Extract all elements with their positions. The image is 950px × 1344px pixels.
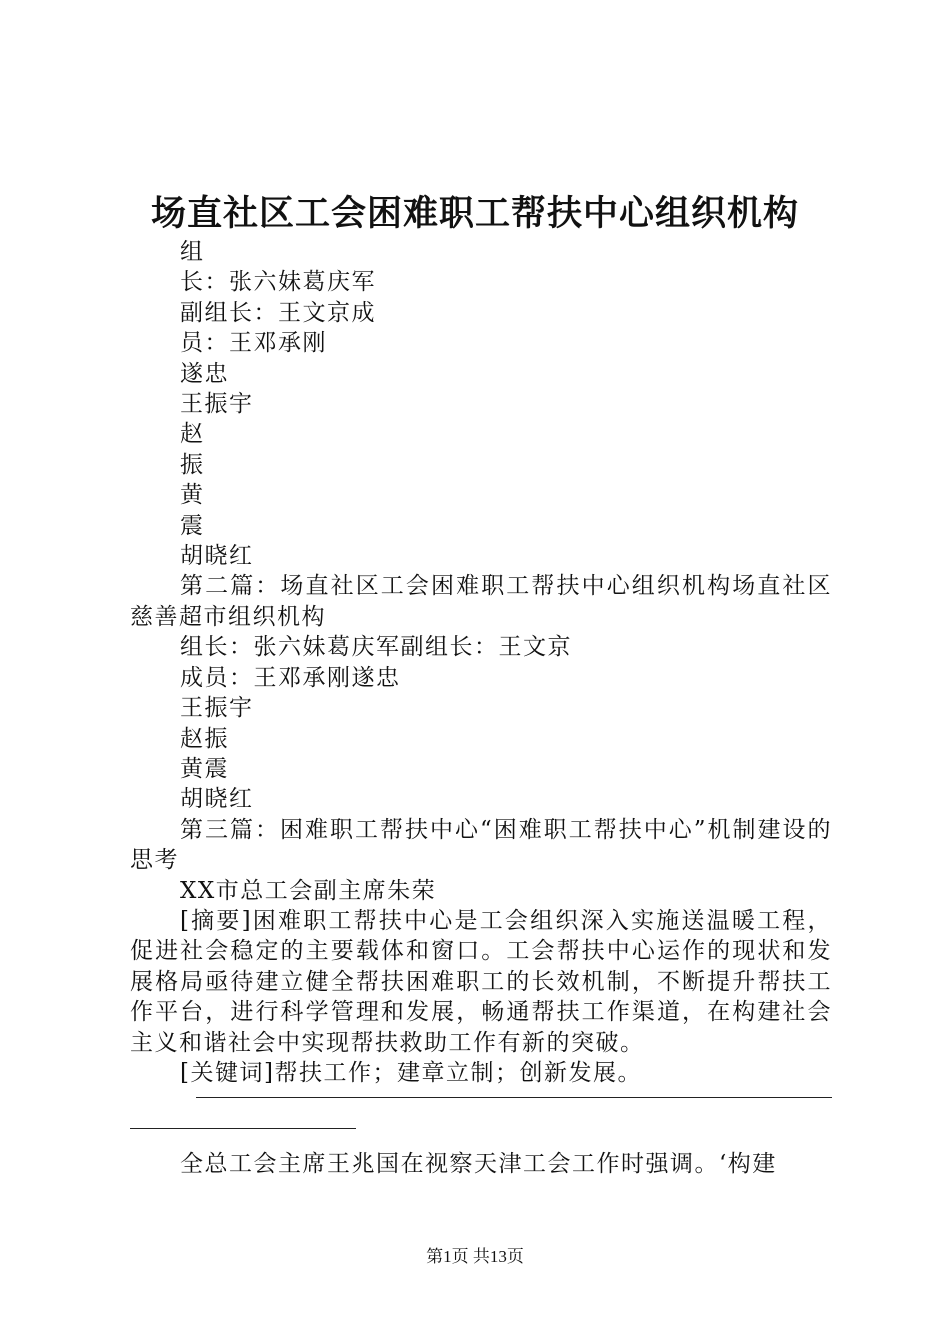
text-line: 员：王邓承刚 xyxy=(180,330,327,357)
separator-rule xyxy=(130,1088,832,1149)
document-title: 场直社区工会困难职工帮扶中心组织机构 xyxy=(150,193,799,234)
text-line: 王振宇 xyxy=(180,391,254,418)
text-line: 震 xyxy=(180,512,205,539)
text-line: 胡晓红 xyxy=(180,786,254,813)
text-line: 组长：张六妹葛庆军副组长：王文京 xyxy=(180,634,572,661)
text-line: 赵振 xyxy=(180,725,229,752)
document-body xyxy=(130,237,832,1180)
text-line: 黄 xyxy=(180,482,205,509)
abstract-paragraph: [摘要]困难职工帮扶中心是工会组织深入实施送温暖工程，促进社会稳定的主要载体和窗口。工会帮扶中心运作的现状和发展格局亟待建立健全帮扶困难职工的长效机制，不断提升帮扶工作平台，进行科学管理和发展，畅通帮扶工作渠道，在构建社会主义和谐社会中实现帮扶救助工作有新的突破。 xyxy=(130,907,832,1056)
section-heading-part3: 第三篇：困难职工帮扶中心“困难职工帮扶中心”机制建设的思考 xyxy=(130,816,832,874)
text-line: 长：张六妹葛庆军 xyxy=(180,269,376,296)
separator-line xyxy=(196,1097,832,1098)
body-paragraph: 全总工会主席王兆国在视察天津工会工作时强调。‘构建 xyxy=(180,1151,777,1178)
text-line: 黄震 xyxy=(180,755,229,782)
text-line: 赵 xyxy=(180,421,205,448)
author-line: XX市总工会副主席朱荣 xyxy=(180,877,437,904)
text-line: 胡晓红 xyxy=(180,543,254,570)
section-heading-part2: 第二篇：场直社区工会困难职工帮扶中心组织机构场直社区慈善超市组织机构 xyxy=(130,573,832,630)
text-line: 组 xyxy=(180,239,205,265)
text-line: 遂忠 xyxy=(180,360,229,387)
keywords-line: [关键词]帮扶工作；建章立制；创新发展。 xyxy=(180,1059,642,1086)
text-line: 振 xyxy=(180,451,205,478)
page-footer: 第1页 共13页 xyxy=(426,1247,524,1266)
separator-line xyxy=(130,1128,356,1129)
text-line: 副组长：王文京成 xyxy=(180,299,376,326)
text-line: 王振宇 xyxy=(180,695,254,722)
text-line: 成员：王邓承刚遂忠 xyxy=(180,664,401,691)
